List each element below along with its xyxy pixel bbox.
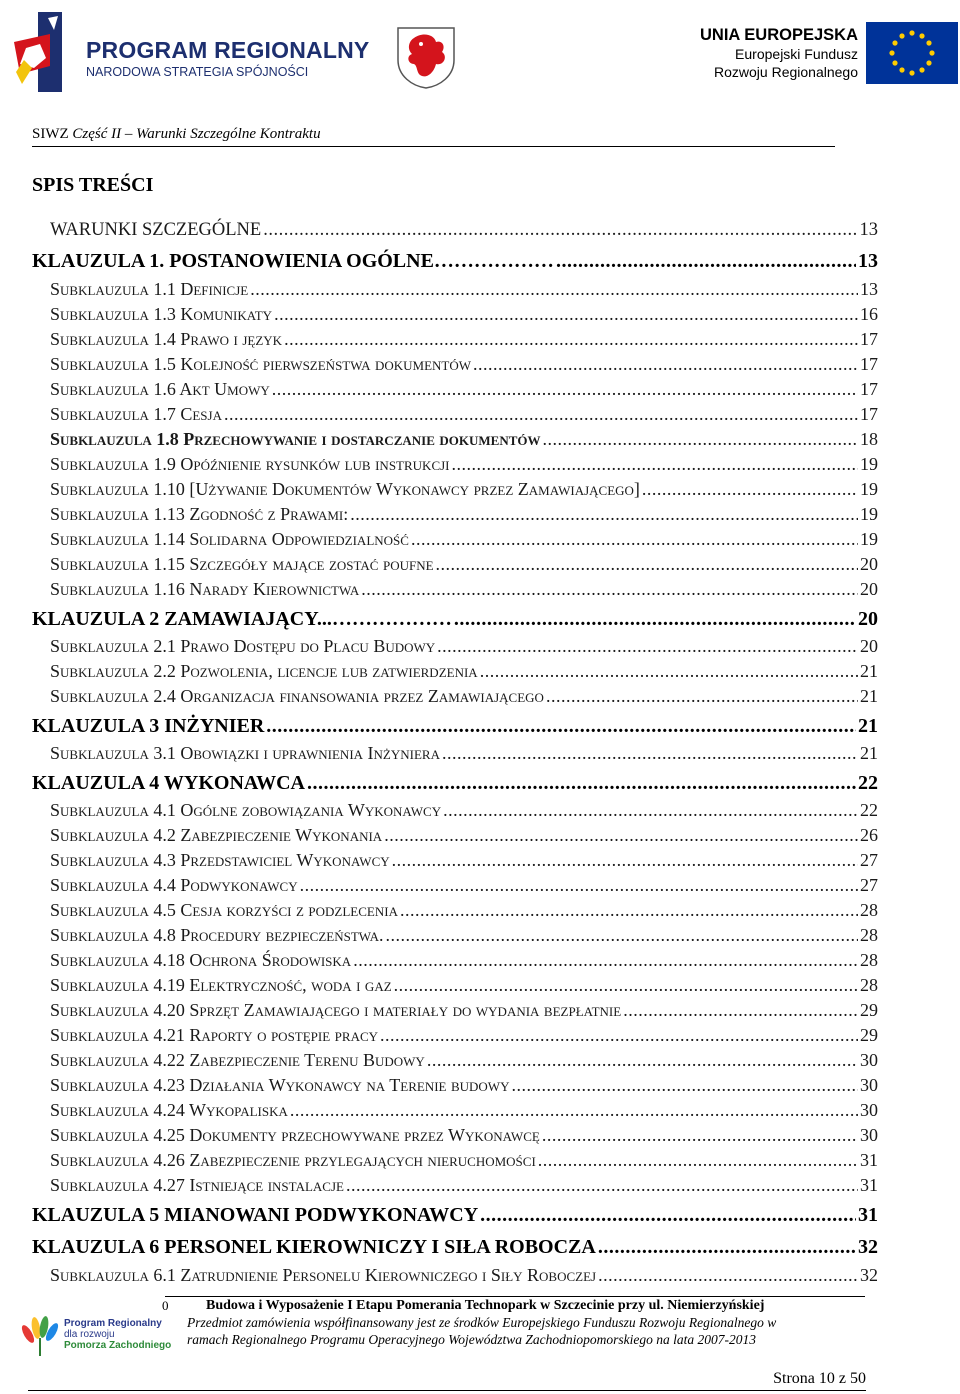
toc-dot-leader: [442, 743, 858, 764]
toc-entry-label: Subklauzula 1.9 Opóźnienie rysunków lub instrukcji: [50, 454, 450, 474]
toc-entry-page: 13: [858, 250, 878, 272]
toc-dot-leader: [400, 900, 858, 921]
toc-dot-leader: [284, 329, 858, 350]
toc-dot-leader: [361, 579, 858, 600]
toc-entry[interactable]: [32, 1000, 878, 1021]
toc-entry-page: 22: [860, 800, 878, 820]
toc-entry[interactable]: [32, 636, 878, 657]
toc-entry-page: 19: [860, 454, 878, 474]
toc-clause-entry[interactable]: [32, 1204, 878, 1227]
toc-entry-page: 19: [860, 504, 878, 524]
toc-entry[interactable]: [32, 925, 878, 946]
toc-dot-leader: [384, 825, 858, 846]
toc-entry-page: 27: [860, 850, 878, 870]
toc-entry[interactable]: [32, 379, 878, 400]
footer-funding-line1: Przedmiot zamówienia współfinansowany jest ze środków Europejskiego Funduszu Rozwoju Regionalnego w: [187, 1315, 777, 1330]
program-regionalny-logo-icon: [10, 8, 76, 96]
toc-entry-label: Subklauzula 4.20 Sprzęt Zamawiającego i materiały do wydania bezpłatnie: [50, 1000, 622, 1020]
toc-entry-page: 30: [860, 1050, 878, 1070]
toc-entry[interactable]: [32, 950, 878, 971]
toc-entry-page: 20: [860, 579, 878, 599]
toc-entry[interactable]: [32, 1075, 878, 1096]
toc-entry-label: Subklauzula 4.2 Zabezpieczenie Wykonania: [50, 825, 383, 845]
toc-entry[interactable]: [32, 529, 878, 550]
toc-entry-page: 28: [860, 900, 878, 920]
eu-flag-icon: [866, 22, 958, 84]
toc-entry-page: 26: [860, 825, 878, 845]
toc-entry-page: 21: [860, 686, 878, 706]
toc-dot-leader: [623, 1000, 858, 1021]
eu-fund-line1: Europejski Fundusz: [735, 46, 858, 62]
toc-entry-label: WARUNKI SZCZEGÓLNE: [50, 220, 262, 240]
toc-entry-label: Subklauzula 1.5 Kolejność pierwszeństwa dokumentów: [50, 354, 471, 374]
toc-entry[interactable]: [32, 1025, 878, 1046]
toc-entry-page: 17: [860, 354, 878, 374]
toc-entry[interactable]: [32, 825, 878, 846]
toc-dot-leader: [480, 1204, 856, 1227]
toc-entry-label: Subklauzula 1.4 Prawo i język: [50, 329, 283, 349]
toc-dot-leader: [290, 1100, 858, 1121]
toc-entry-page: 17: [860, 404, 878, 424]
running-head-rule: [32, 146, 835, 147]
toc-entry-label: Subklauzula 4.23 Działania Wykonawcy na Terenie budowy: [50, 1075, 510, 1095]
toc-dot-leader: [598, 1236, 856, 1259]
toc-entry-page: 19: [860, 529, 878, 549]
toc-entry[interactable]: [32, 479, 878, 500]
toc-dot-leader: [392, 850, 858, 871]
toc-entry-label: Subklauzula 2.1 Prawo Dostępu do Placu Budowy: [50, 636, 436, 656]
toc-entry[interactable]: [32, 279, 878, 300]
toc-entry-page: 30: [860, 1075, 878, 1095]
toc-entry[interactable]: [32, 1100, 878, 1121]
toc-entry-label: Subklauzula 4.22 Zabezpieczenie Terenu Budowy: [50, 1050, 425, 1070]
toc-entry-page: 18: [860, 429, 878, 449]
toc-entry[interactable]: [32, 1050, 878, 1071]
toc-entry-page: 13: [859, 220, 878, 240]
toc-clause-entry[interactable]: [32, 715, 878, 738]
pomorze-zachodnie-logo-icon: [18, 1312, 64, 1358]
toc-entry[interactable]: [32, 579, 878, 600]
toc-entry-label: Subklauzula 2.4 Organizacja finansowania przez Zamawiającego: [50, 686, 544, 706]
griffin-crest-icon: [394, 24, 458, 90]
toc-entry-page: 20: [858, 608, 878, 630]
program-subtitle: NARODOWA STRATEGIA SPÓJNOŚCI: [86, 65, 309, 79]
toc-entry-page: 31: [858, 1204, 878, 1226]
toc-entry-label: Subklauzula 3.1 Obowiązki i uprawnienia Inżyniera: [50, 743, 440, 763]
toc-entry-page: 28: [860, 925, 878, 945]
toc-dot-leader: [556, 250, 856, 273]
toc-dot-leader: [307, 772, 856, 795]
toc-dot-leader: [473, 354, 858, 375]
toc-entry[interactable]: [32, 329, 878, 350]
toc-entry[interactable]: [32, 1150, 878, 1171]
toc-entry[interactable]: [32, 354, 878, 375]
page-number: Strona 10 z 50: [773, 1370, 866, 1387]
toc-dot-leader: [386, 925, 858, 946]
toc-entry-label: Subklauzula 1.7 Cesja: [50, 404, 222, 424]
toc-entry-label: Subklauzula 4.24 Wykopaliska: [50, 1100, 288, 1120]
toc-dot-leader: [350, 504, 858, 525]
toc-entry-label: Subklauzula 1.3 Komunikaty: [50, 304, 273, 324]
toc-dot-leader: [353, 950, 858, 971]
program-regionalny-text: [86, 38, 369, 80]
toc-dot-leader: [543, 429, 859, 450]
toc-entry-page: 28: [860, 950, 878, 970]
toc-entry-label: Subklauzula 2.2 Pozwolenia, licencje lub zatwierdzenia: [50, 661, 478, 681]
toc-dot-leader: [436, 554, 858, 575]
toc-dot-leader: [224, 404, 858, 425]
toc-entry-page: 28: [860, 975, 878, 995]
toc-dot-leader: [394, 975, 858, 996]
toc-entry-page: 17: [860, 379, 878, 399]
toc-entry-page: 20: [860, 554, 878, 574]
toc-entry-label: Subklauzula 4.3 Przedstawiciel Wykonawcy: [50, 850, 390, 870]
toc-entry-page: 21: [860, 743, 878, 763]
toc-entry-label: KLAUZULA 1. POSTANOWIENIA OGÓLNE………………: [32, 250, 554, 272]
toc-dot-leader: [411, 529, 858, 550]
toc-entry-label: Subklauzula 6.1 Zatrudnienie Personelu Kierowniczego i Siły Roboczej: [50, 1265, 597, 1285]
toc-entry-page: 30: [860, 1125, 878, 1145]
toc-entry-page: 17: [860, 329, 878, 349]
toc-entry-label: Subklauzula 4.27 Istniejące instalacje: [50, 1175, 344, 1195]
program-title: PROGRAM REGIONALNY: [86, 37, 370, 63]
footer-rule: [165, 1296, 865, 1297]
toc-entry[interactable]: [32, 220, 878, 241]
toc-dot-leader: [380, 1025, 858, 1046]
toc-entry-label: Subklauzula 4.18 Ochrona Środowiska: [50, 950, 352, 970]
eu-text-block: [700, 26, 858, 81]
toc-dot-leader: [538, 1150, 858, 1171]
toc-dot-leader: [437, 636, 858, 657]
toc-entry-label: Subklauzula 1.8 Przechowywanie i dostarczanie dokumentów: [50, 429, 541, 449]
toc-entry-page: 27: [860, 875, 878, 895]
toc-dot-leader: [274, 304, 858, 325]
toc-entry-label: KLAUZULA 2 ZAMAWIAJĄCY...………………: [32, 608, 452, 630]
toc-entry[interactable]: [32, 850, 878, 871]
eu-title: UNIA EUROPEJSKA: [700, 26, 858, 44]
toc-dot-leader: [250, 279, 858, 300]
toc-entry[interactable]: [32, 504, 878, 525]
toc-entry[interactable]: [32, 800, 878, 821]
toc-entry[interactable]: [32, 454, 878, 475]
toc-entry-label: Subklauzula 4.21 Raporty o postępie pracy: [50, 1025, 379, 1045]
toc-entry[interactable]: [32, 554, 878, 575]
toc-entry-label: Subklauzula 1.13 Zgodność z Prawami:: [50, 504, 349, 524]
toc-dot-leader: [266, 715, 856, 738]
toc-dot-leader: [443, 800, 858, 821]
footer-project-title: Budowa i Wyposażenie I Etapu Pomerania Technopark w Szczecinie przy ul. Niemierzyńskiej: [206, 1298, 765, 1313]
toc-entry-label: Subklauzula 4.1 Ogólne zobowiązania Wykonawcy: [50, 800, 442, 820]
toc-clause-entry[interactable]: [32, 1236, 878, 1259]
toc-entry-page: 22: [858, 772, 878, 794]
toc-entry-page: 32: [858, 1236, 878, 1258]
toc-entry-page: 31: [860, 1150, 878, 1170]
toc-entry-label: Subklauzula 4.5 Cesja korzyści z podzlecenia: [50, 900, 398, 920]
toc-entry-page: 30: [860, 1100, 878, 1120]
toc-entry-label: Subklauzula 4.4 Podwykonawcy: [50, 875, 298, 895]
toc-entry-label: Subklauzula 1.16 Narady Kierownictwa: [50, 579, 360, 599]
running-head-title: Część II – Warunki Szczególne Kontraktu: [72, 126, 321, 142]
toc-entry[interactable]: [32, 743, 878, 764]
toc-entry-page: 13: [860, 279, 878, 299]
page-bottom-rule: [28, 1390, 866, 1391]
toc-entry-label: KLAUZULA 4 WYKONAWCA: [32, 772, 305, 794]
toc-entry-page: 29: [860, 1025, 878, 1045]
toc-entry-label: Subklauzula 4.25 Dokumenty przechowywane przez Wykonawcę: [50, 1125, 540, 1145]
toc-entry-label: KLAUZULA 6 PERSONEL KIEROWNICZY I SIŁA ROBOCZA: [32, 1236, 596, 1258]
toc-entry[interactable]: [32, 900, 878, 921]
toc-entry[interactable]: [32, 875, 878, 896]
footer-funding-line2: ramach Regionalnego Programu Operacyjnego Województwa Zachodniopomorskiego na lata 2007-2013: [187, 1332, 756, 1347]
toc-entry[interactable]: [32, 429, 878, 450]
toc-entry-label: Subklauzula 4.26 Zabezpieczenie przylegających nieruchomości: [50, 1150, 536, 1170]
toc-dot-leader: [427, 1050, 858, 1071]
toc-entry-page: 21: [860, 661, 878, 681]
zp-line1: Program Regionalny: [64, 1318, 162, 1329]
zp-line2: dla rozwoju: [64, 1329, 115, 1340]
toc-entry-label: KLAUZULA 3 INŻYNIER: [32, 715, 265, 737]
toc-dot-leader: [346, 1175, 858, 1196]
toc-entry[interactable]: [32, 1265, 878, 1286]
toc-dot-leader: [480, 661, 858, 682]
toc-entry-page: 19: [860, 479, 878, 499]
page-header: [0, 0, 960, 110]
toc-clause-entry[interactable]: [32, 608, 878, 631]
toc-entry-label: Subklauzula 1.10 [Używanie Dokumentów Wykonawcy przez Zamawiającego]: [50, 479, 640, 499]
toc-entry[interactable]: [32, 404, 878, 425]
toc-entry-label: Subklauzula 4.19 Elektryczność, woda i gaz: [50, 975, 392, 995]
toc-entry[interactable]: [32, 661, 878, 682]
toc-clause-entry[interactable]: [32, 250, 878, 273]
toc-entry[interactable]: [32, 1125, 878, 1146]
toc-dot-leader: [454, 608, 856, 631]
toc-entry[interactable]: [32, 686, 878, 707]
running-head: [32, 126, 321, 143]
toc-title: SPIS TREŚCI: [32, 174, 154, 196]
toc-entry-page: 21: [858, 715, 878, 737]
toc-entry-label: Subklauzula 1.15 Szczegóły mające zostać poufne: [50, 554, 434, 574]
toc-dot-leader: [542, 1125, 858, 1146]
toc-dot-leader: [546, 686, 858, 707]
toc-entry[interactable]: [32, 1175, 878, 1196]
toc-clause-entry[interactable]: [32, 772, 878, 795]
toc-entry-label: Subklauzula 1.14 Solidarna Odpowiedzialność: [50, 529, 409, 549]
footer-number: 0: [162, 1298, 169, 1313]
pomorze-zachodnie-text: [64, 1318, 171, 1351]
zp-line3: Pomorza Zachodniego: [64, 1340, 172, 1351]
toc-entry-page: 20: [860, 636, 878, 656]
toc-entry[interactable]: [32, 304, 878, 325]
toc-dot-leader: [511, 1075, 858, 1096]
toc-entry-label: Subklauzula 1.6 Akt Umowy: [50, 379, 270, 399]
toc-entry-label: Subklauzula 1.1 Definicje: [50, 279, 249, 299]
toc-dot-leader: [642, 479, 858, 500]
toc-entry-label: KLAUZULA 5 MIANOWANI PODWYKONAWCY: [32, 1204, 479, 1226]
toc-dot-leader: [300, 875, 858, 896]
toc-entry-page: 32: [860, 1265, 878, 1285]
toc-entry-page: 31: [860, 1175, 878, 1195]
running-head-prefix: SIWZ: [32, 126, 73, 142]
toc-entry[interactable]: [32, 975, 878, 996]
toc-entry-label: Subklauzula 4.8 Procedury bezpieczeństwa.: [50, 925, 384, 945]
toc-entry-page: 29: [860, 1000, 878, 1020]
toc-dot-leader: [263, 220, 857, 241]
toc-dot-leader: [452, 454, 859, 475]
toc-entry-page: 16: [860, 304, 878, 324]
toc-dot-leader: [272, 379, 858, 400]
toc-dot-leader: [598, 1265, 858, 1286]
eu-fund-line2: Rozwoju Regionalnego: [714, 64, 858, 80]
